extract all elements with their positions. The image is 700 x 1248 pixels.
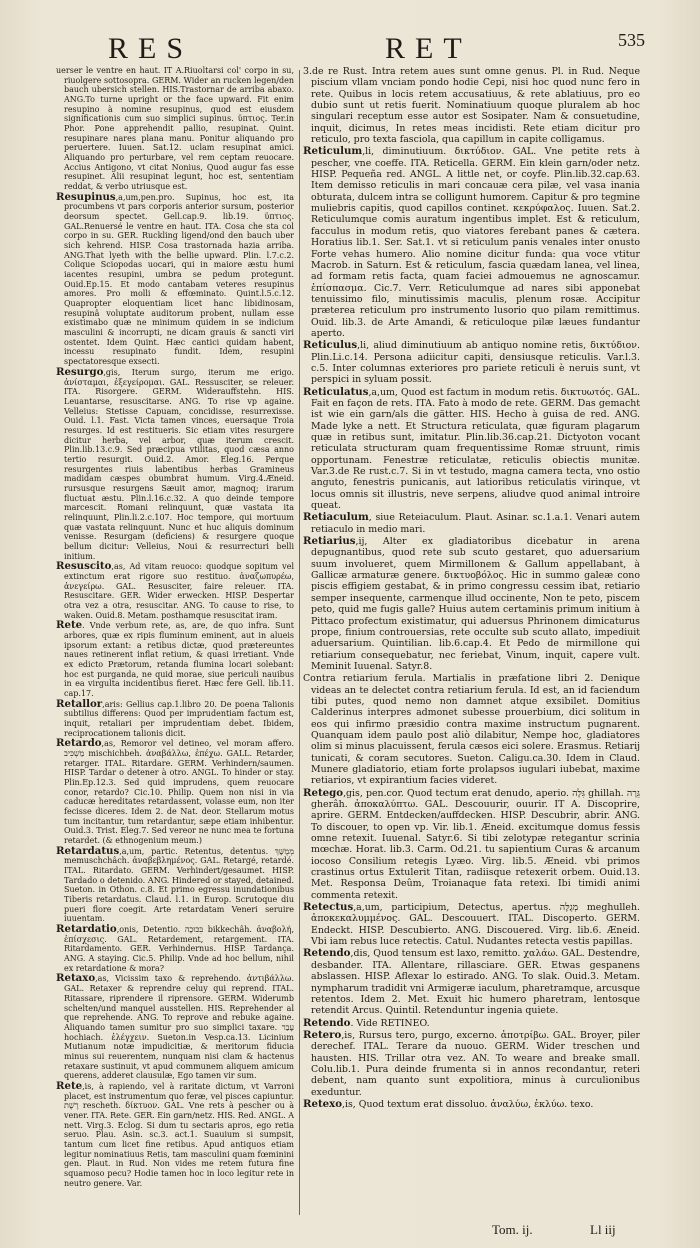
dictionary-entry bbox=[303, 1099, 640, 1110]
entry-text: ,as, Vicissim taxo & reprehendo. ἀντιβάλλω. GAL. Retaxer & reprendre celuy qui reprend. ITAL. Ritassare, riprendere il riprensore. GERM. Widerumb schelten/und manquel ausstellen. HIS. Reprehender al que reprehende. ANG. To reprove and rebuke againe. Aliquando tamen sumitur pro suo simplici taxare. עָבַר hochiach. ἐλέγχειν. Sueton.in Vesp.ca.13. Licinium Mutianum notæ impudicitiæ, & meritorum fiducia minus sui reuerentem, nunquam nisi clam & hactenus retaxare sustinuit, vt apud communem aliquem amicum querens, adderet clausulæ, Ego tamen vir sum. bbox=[64, 974, 294, 1081]
entry-headword: Retaxo bbox=[56, 972, 96, 985]
dictionary-entry bbox=[303, 1030, 640, 1098]
entry-text: , siue Reteiaculum. Plaut. Asinar. sc.1.a.1. Venari autem retiaculo in medio mari. bbox=[311, 512, 640, 535]
dictionary-entry bbox=[303, 146, 640, 339]
entry-headword: Resurgo bbox=[56, 365, 104, 378]
page-number: 535 bbox=[618, 30, 645, 50]
dictionary-entry bbox=[56, 925, 294, 973]
dictionary-entry bbox=[303, 788, 640, 901]
dictionary-entry bbox=[56, 697, 294, 739]
entry-headword: Reticulatus bbox=[303, 385, 369, 398]
entry-headword: Rete bbox=[56, 1079, 83, 1092]
dictionary-entry bbox=[303, 387, 640, 512]
entry-headword: Rete bbox=[56, 619, 83, 632]
dictionary-entry bbox=[303, 1018, 640, 1029]
entry-headword: Retego bbox=[303, 786, 344, 799]
right-column bbox=[303, 66, 640, 1216]
entry-text: ,li, aliud diminutiuum ab antiquo nomine retis, δικτύδιον. Plin.Li.c.14. Persona adiicitur capiti, densiusque reticulis. Var.l.3. c.5. Inter columnas exteriores pro pariete reticuli è neruis sunt, vt perspici in syluam possit. bbox=[311, 340, 640, 386]
entry-text: ,a,um,pen.pro. Supinus, hoc est, ita procumbens vt pars corporis anterior sursum, posterior deorsum spectet. Gell.cap.9. lib.19. ϋπτιος. GAL.Renuersé le ventre en haut. ITA. Cosa che sta col corpo in su. GER. Ruckling ligend/ond den bauch uber sich kehrend. HISP. Cosa trastornada hazia arriba. ANG.That lyeth with the bellie upward. Plin. l.7.c.2. Colique Sciopodas uocari, qui in maiore æstu humi iacentes resupini, umbra se pedum protegunt. Ouid.Ep.15. Et modo cantabam veteres resupinus amores. Pro molli & effœminato. Quint.l.5.c.12. Quapropter eloquentiam licet hanc libidinosam, resupinâ voluptate auditorum probent, nullam esse existimabo quæ ne minimum quidem in se indicium masculini & incorrupti, ne dicam grauis & sancti viri ostentet. Idem Quint. Hæc cantici quidam habent, incessu resupinato fundit. Idem, resupini spectatoresque exsecti. bbox=[64, 192, 294, 367]
entry-headword: Retexo bbox=[303, 1097, 343, 1110]
dictionary-entry bbox=[303, 948, 640, 1016]
dictionary-entry bbox=[303, 512, 640, 535]
entry-headword: Retardo bbox=[56, 737, 102, 750]
entry-headword: Reticulus bbox=[303, 339, 358, 352]
entry-text: ,as, Remoror vel detineo, vel moram affero. מַשְׁכִּיב mischichbeh. ἀναβάλλω, ἐπέχω. GALL. Retarder, retarger. ITAL. Ritardare. GERM. Verhindern/saumen. HISP. Tardar o detener à otro. ANGL. To hinder or stay. Plin.Ep.12.3. Sed quid imprudens, quem reuocare conor, retardo? Cic.10. Philip. Quem non nisi in via caducæ hereditates retardassent, volasse eum, non iter fecisse diceres. Idem 2. de Nat. deor. Stellarum motus tum incitantur, tum retardantur, sæpe etiam inhibentur. Ouid.3. Trist. Eleg.7. Sed vereor ne nunc mea te fortuna retardet. (& ethnogenium meum.) bbox=[64, 739, 294, 846]
dictionary-entry bbox=[56, 739, 294, 845]
entry-text: ,a,um, participium, Detectus, apertus. מְגֻלֶּה meghulleh. ἀποκεκαλυμμένος. GAL. Descouuert. ITAL. Discoperto. GERM. Endeckt. HISP. Descubierto. ANG. Discouered. Virg. lib.6. Æneid. Vbi iam rebus luce retectis. Catul. Nudantes retecta vestis papillas. bbox=[311, 902, 640, 948]
entry-text: ,gis, Iterum surgo, iterum me erigo. ἀνίσταμαι, ἐξεγείρομαι. GAL. Ressusciter, se releuer. ITA. Risorgere. GERM. Widerauffstehn. HIS. Leuantarse, resuscitarse. ANG. To rise vp againe. Velleius: Stetisse Capuam, concidisse, resurrexisse. Ouid. l.1. Fast. Victa tamen vinces, euersaque Troia resurges. Id est restitueris. Sic etiam vites resurgere dicitur herba, vel arbor, quæ iterum crescit. Plin.lib.13.c.9. Sed præcipua vtilitas, quod cæsa anno tertio resurgit. Ouid.2. Amor. Eleg.16. Perque resurgentes riuis labentibus herbas Gramineus madidam cæspes obumbrat humum. Virg.4.Æneid. rursusque resurgens Sæuit amor, magnoq; irarum fluctuat æstu. Plin.l.16.c.32. A quo deinde tempore marcescit. Romani relinquunt, quæ vastata ita relinquunt, Plin.li.2.c.107. Hoc tempore, qui mortuum quæ vastata relinquunt. Nunc et huc aliquis dominum venisse. Resurgam (deficiens) & resurgere quoque bellum dicitur: Velleius, Noui & resurrecturi belli initium. bbox=[64, 367, 294, 561]
entry-headword: Retardatio bbox=[56, 923, 117, 936]
entry-text: ,ij, Alter ex gladiatoribus dicebatur in arena depugnantibus, quod rete sub scuto gestaret, quo aduersarium suum involueret, quem Mirmillonem & Gallum appellabant, à Gallicæ armaturæ genere. δικτυοβόλος. Hic in summo galeæ cono piscis effigiem gestabat, & in primo congressu cessim ibat, retiario semper insequente, carmenque illud occinente, Non te peto, piscem peto, quid me fugis galle? Huius autem certaminis primum initium à Pittaco profectum existimatur, qui aduersus Phrinonem dimicaturus prope, finium controuersias, rete occulte sub scuto allato, impediuit aduersarium. Quintilian. lib.6.cap.4. Et Pedo de mirmillone qui retiarium consequebatur, nec feriebat, Vinum, inquit, capere vult. Meminit Iuuenal. Satyr.8. bbox=[311, 536, 640, 672]
entry-headword: Resuscito bbox=[56, 560, 112, 573]
dictionary-entry bbox=[56, 562, 294, 620]
entry-text: ,is, Rursus tero, purgo, excerno. ἀποτρίβω. GAL. Broyer, piler derechef. ITAL. Terare da nuouo. GERM. Wider treschen und hausten. HIS. Trillar otra vez. AN. To weare and breake small. Colu.lib.1. Pura deinde frumenta si in annos recondantur, reteri debent, nam quanto sunt expolitiora, minus à curculionibus exeduntur. bbox=[311, 1029, 640, 1098]
entry-text: uerser le ventre en haut. IT A.Riuoltarsi col' corpo in su, riuolgere sottosopra. GERM. Wider an rucken legen/den bauch ubersich stellen. HIS.Trastornar de arriba abaxo. ANG.To turne upright or the face upward. Fit enim resupino à nomine resupinus, quod est eiusdem significationis cum suo simplici supinus. ϋπτιος. Ter.in Phor. Pone apprehendit pallio, resupinat. Quint. resupinare nares plana manu. Ponitur aliquando pro peruertere. Iuuen. Sat.12. uclam resupinat amici. Aliquando pro perturbare, vel rem ceptam reuocare. Accius Antigono, vt citat Nonius, Quod augur fas esse resupinet. Alii resupinat legunt, hoc est, sententiam reddat, & verbo utriusque est. bbox=[56, 66, 294, 192]
entry-headword: Resupinus bbox=[56, 190, 116, 203]
left-column bbox=[56, 66, 294, 1216]
entry-text: ,li, diminutiuum. δικτύδιον. GAL. Vne petite rets à pescher, vne coeffe. ITA. Reticella. GERM. Ein klein garn/oder netz. HISP. Pequeña red. ANGL. A little net, or coyfe. Plin.lib.32.cap.63. Item demisso reticulis in mari concauæ cera pilæ, vel vasa inania obturata, dulcem intra se colligunt humorem. Capitur & pro tegmine muliebris capitis, quod capillos continet. κεκρύφαλος. Iuuen. Sat.2. Reticulumque comis auratum ingentibus implet. Est & reticulum, facculus in modum retis, quo viatores ferebant panes & cætera. Horatius lib.1. Ser. Sat.1. vt si reticulum panis venales inter onusto Forte vehas humero. Alio nomine dicitur funda: qua voce vtitur Macrob. in Saturn. Est & reticulum, fascia quædam lanea, vel linea, ad formam retis facta, quam faciei admouemus ne agnoscamur. ἐπίσπασμα. Cic.7. Verr. Reticulumque ad nares sibi apponebat tenuissimo filo, minutissimis maculis, plenum rosæ. Accipitur præterea reticulum pro instrumento lusorio quo pilam remittimus. Ouid. lib.3. de Arte Amandi, & reticuloque pilæ læues fundantur aperto. bbox=[311, 146, 640, 339]
entry-text: 3.de re Rust. Intra retem aues sunt omne genus. Pl. in Rud. Neque piscium vllam vnciam pondo hodie Cepi, nisi hoc quod nunc fero in rete. Quibus in locis retem accusatiuus, & rete ablatiuus, pro eo dubio sunt ut retis fuerit. Nominatiuum quoque pluralem ab hoc singulari receptum esse autor est Sosipater. Nam & consuetudine, inquit, dicimus, In retes meas incidisti. Rete etiam dicitur pro reticulo, pro texta fasciola, qua capillum in capite colligamus. bbox=[303, 66, 640, 146]
dictionary-entry bbox=[303, 902, 640, 947]
dictionary-entry bbox=[56, 621, 294, 698]
dictionary-entry bbox=[56, 1079, 294, 1188]
page-footer bbox=[0, 1220, 700, 1242]
entry-text: ,as, Ad vitam reuoco: quodque sopitum vel extinctum erat rigore suo restituo. ἀναζωπυρέω, ἀνεγείρω. GAL. Resusciter, faire releuer. ITA. Resuscitare. GER. Wider erwecken. HISP. Despertar otra vez a otra, resuscitar. ANG. To cause to rise, to waken. Ouid.8. Metam. posthamque resuscitat iram. bbox=[64, 562, 294, 620]
entry-text: ,aris: Gellius cap.1.libro 20. De poena Talionis subtilius differens: Quod per imprudentiam factum est, inquit, retaliari per imprudentiam debet. Ibidem, reciprocationem talionis dicit. bbox=[64, 699, 294, 738]
entry-text: . Vide RETINEO. bbox=[350, 1017, 430, 1029]
entry-headword: Retardatus bbox=[56, 844, 120, 857]
entry-text: . Vnde verbum rete, as, are, de quo infra. Sunt arbores, quæ ex ripis fluminum eminent, aut in alueis ipsorum extant: a retibus dictæ, quod prætereuntes naues retinerent inflat retium, & quasi irretiant. Vnde ex edicto Prætorum, retanda flumina locari solebant: hoc est purganda, ne quid morae, siue periculi nauibus in ea virgulta incidentibus fieret. Hæc fere Gell. lib.11. cap.17. bbox=[64, 621, 294, 698]
running-head-left: RES bbox=[108, 32, 194, 65]
dictionary-entry bbox=[303, 536, 640, 672]
entry-text: ,dis, Quod tensum est laxo, remitto. χαλάω. GAL. Destendre, desbander. ITA. Allentare, rillasciare. GER. Etwas gespanens abslassen. HISP. Aflexar lo estirado. ANG. To slak. Ouid.3. Metam. nympharum tradidit vni Armigeræ iaculum, pharetramque, arcusque retentos. Idem 2. Met. Exuit hic humero pharetram, lentosque retendit Arcus. Quintil. Retenduntur ingenia quiete. bbox=[311, 948, 640, 1017]
gathering-signature: Ll iij bbox=[590, 1222, 616, 1237]
column-rule bbox=[299, 70, 300, 1215]
entry-text: ,gis, pen.cor. Quod tectum erat denudo, aperio. גִּלָּה ghillah. גֵּרָה gherâh. ἀποκαλύπτω. GAL. Descouurir, ouurir. IT A. Discoprire, aprire. GERM. Entdecken/auffdecken. HISP. Descubrir, abrir. ANG. To discouer, to open vp. Vir. lib.1. Æneid. excitumque domus fessis omne retexit. Iuuenal. Satyr.6. Si tibi zelotypæ retegantur scrinia mœchæ. Horat. lib.3. Carm. Od.21. tu sapientium Curas & arcanum iocoso Consilium retegis Lyæo. Virg. lib.5. Æneid. vbi primos crastinus ortus Extulerit Titan, radiisque retexerit orbem. Ouid.13. Met. Responsa Deûm, Troianaque fata retexi. Ibi timidi animi commenta retexit. bbox=[311, 787, 640, 901]
entry-text: ,a,um, partic. Retentus, detentus. מְמֻשָּׁךְ memuschchâch. ἀναβεβλημένος. GAL. Retargé, retardé. ITAL. Ritardato. GERM. Verhindert/gesaumet. HISP. Tardado o detenido. ANG. Hindered or stayed, detained. Sueton. in Othon. c.8. Et primo egressu inundationibus Tiberis retardatus. Claud. l.1. in Europ. Scrutoque diu pueri flore coegit. Arte retardatam Veneri seruire iuuentam. bbox=[64, 846, 294, 924]
entry-text: ,is, Quod textum erat dissoluo. ἀναλύω, ἐκλύω. texo. bbox=[342, 1098, 594, 1110]
dictionary-entry bbox=[56, 66, 294, 192]
dictionary-entry bbox=[303, 66, 640, 145]
entry-headword: Retectus bbox=[303, 901, 354, 914]
dictionary-entry bbox=[56, 844, 294, 924]
entry-headword: Retiarius bbox=[303, 535, 356, 548]
dictionary-entry bbox=[56, 974, 294, 1080]
entry-headword: Reticulum bbox=[303, 145, 363, 158]
dictionary-entry bbox=[56, 365, 294, 561]
entry-headword: Retallor bbox=[56, 697, 103, 710]
entry-headword: Retero bbox=[303, 1028, 342, 1041]
entry-text: ,is, à rapiendo, vel à raritate dictum, vt Varroni placet, est instrumentum quo feræ, vel pisces capiuntur. רֶשֶׁת rescheth. δίκτυον. GAL. Vne rets à pescher ou à vener. ITA. Rete. GER. Ein garn/netz. HIS. Red. ANGL. A nett. Virg.3. Eclog. Si dum tu sectaris apros, ego retia seruo. Plau. Asin. sc.3. act.1. Suauium si sumpsit, tantum cum licet fine retibus. Apud antiquos etiam legitur nominatiuus Retis, tam masculini quam fœminini gen. Plaut. in Rud. Non vides me retem futura fine squamoso pecu? Hodie tamen hoc in loco legitur rete in neutro genere. Var. bbox=[64, 1081, 294, 1188]
dictionary-entry bbox=[303, 673, 640, 786]
entry-text: ,onis, Detentio. בִּכּוּכָה bikkechâh. ἀναβολή, ἐπίσχεσις. GAL. Retardement, retargement. ITA. Ritardamento. GER. Verhindernus. HISP. Tardança. ANG. A staying. Cic.5. Philip. Vnde ad hoc bellum, nihil ex retardatione & mora? bbox=[64, 925, 294, 973]
dictionary-entry bbox=[56, 190, 294, 367]
dictionary-entry bbox=[303, 340, 640, 385]
volume-signature: Tom. ij. bbox=[492, 1222, 533, 1237]
running-head-right: RET bbox=[385, 32, 472, 65]
entry-text: Contra retiarium ferula. Martialis in præfatione libri 2. Denique videas an te delectet contra retiarium ferula. Id est, an id faciendum tibi putes, quod nemo non damnet atque exsibilet. Domitius Calderinus interpres admonet subesse prouerbium, dici solitum in eos qui infirmo præsidio contra maxime instructum pugnarent. Quanquam idem paulo post aliò dilabitur, Nempe hoc, gladiatores olim si minus placuissent, ferula cæsos eici solere. Erasmus. Retiarij tunicati, & coram secutores. Sueton. Caligu.ca.30. Idem in Claud. Munere gladiatorio, etiam forte prolapsos iugulari iubebat, maxime retiarios, vt expirantium facies videret. bbox=[303, 673, 640, 787]
entry-headword: Retendo bbox=[303, 947, 351, 960]
entry-headword: Retiaculum bbox=[303, 511, 369, 524]
entry-text: ,a,um, Quod est factum in modum retis. δικτυωτός. GAL. Fait en façon de rets. ITA. Fato à modo de rete. GERM. Das gemacht ist wie ein garn/als die gätter. HIS. Hecho à guisa de red. ANG. Made lyke a nett. Et Structura reticulata, quæ figuram plagarum quæ in retibus sunt, imitatur. Plin.lib.36.cap.21. Dictyoton vocant reticulata structuram quam frequentissime Romæ struunt, rimis opportunam. Fenestræ reticulatæ, reticulis obiectis munitæ. Var.3.de Re rust.c.7. Si in vt testudo, magna camera tecta, vno ostio anguto, fenestris punicanis, aut latioribus reticulatis virinque, vt locus omnis sit illustris, neve serpens, aliudve quod animal introire queat. bbox=[311, 386, 640, 512]
entry-headword: Retendo bbox=[303, 1016, 351, 1029]
